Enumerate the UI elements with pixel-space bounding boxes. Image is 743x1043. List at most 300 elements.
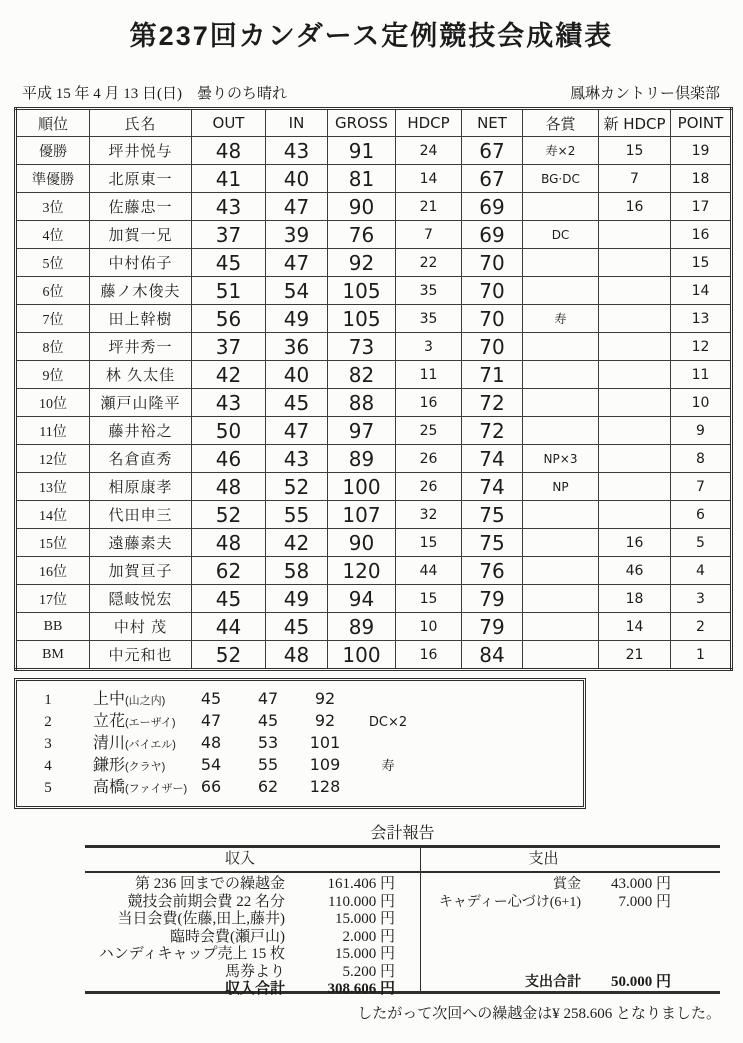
result-cell-name: 中村佑子 [90, 249, 192, 277]
guest-out: 54 [200, 755, 222, 774]
result-cell-point: 7 [671, 473, 732, 501]
income-header-label: 収入 [224, 851, 255, 867]
result-cell-point: 6 [671, 501, 732, 529]
income-row [85, 929, 420, 947]
result-cell-name: 瀬戸山隆平 [90, 389, 192, 417]
result-cell-in: 43 [266, 445, 328, 473]
result-cell-gross: 88 [328, 389, 396, 417]
guest-rank: 1 [44, 692, 52, 708]
result-cell-hdcp: 25 [396, 417, 462, 445]
result-cell-prize [523, 193, 599, 221]
result-row [16, 221, 732, 249]
result-cell-in: 43 [266, 137, 328, 165]
result-cell-out: 48 [192, 473, 266, 501]
result-cell-net: 70 [462, 277, 523, 305]
guest-affiliation: (クラヤ) [125, 761, 166, 773]
result-cell-in: 42 [266, 529, 328, 557]
result-cell-net: 70 [462, 333, 523, 361]
result-row [16, 613, 732, 641]
income-label: 競技会前期会費 22 名分 [127, 893, 285, 910]
income-header [85, 848, 420, 873]
result-cell-newhdcp: 46 [599, 557, 671, 585]
result-cell-gross: 82 [328, 361, 396, 389]
expense-column [421, 848, 720, 991]
result-cell-net: 70 [462, 305, 523, 333]
guest-name: 清川(バイエル) [93, 735, 176, 752]
result-cell-rank: 12位 [16, 445, 90, 473]
result-cell-gross: 73 [328, 333, 396, 361]
expense-amount: 7.000 円 [618, 893, 671, 910]
result-cell-name: 相原康孝 [90, 473, 192, 501]
result-cell-gross: 94 [328, 585, 396, 613]
result-cell-gross: 76 [328, 221, 396, 249]
result-cell-gross: 90 [328, 193, 396, 221]
result-cell-rank: 14位 [16, 501, 90, 529]
guest-rank: 3 [44, 736, 52, 752]
result-cell-newhdcp [599, 333, 671, 361]
guest-gross: 128 [309, 777, 341, 796]
income-row [85, 894, 420, 912]
result-cell-hdcp: 21 [396, 193, 462, 221]
result-cell-name: 坪井秀一 [90, 333, 192, 361]
result-cell-rank: 優勝 [16, 137, 90, 165]
result-cell-hdcp: 32 [396, 501, 462, 529]
result-cell-rank: 6位 [16, 277, 90, 305]
income-label: 臨時会費(瀬戸山) [170, 928, 285, 945]
result-cell-newhdcp: 18 [599, 585, 671, 613]
result-cell-newhdcp: 16 [599, 193, 671, 221]
result-cell-hdcp: 26 [396, 445, 462, 473]
result-cell-name: 加賀一兄 [90, 221, 192, 249]
result-cell-hdcp: 44 [396, 557, 462, 585]
result-cell-in: 40 [266, 361, 328, 389]
result-cell-newhdcp [599, 249, 671, 277]
guest-in: 62 [257, 777, 279, 796]
column-header-prize: 各賞 [523, 109, 599, 137]
result-cell-prize: NP×3 [523, 445, 599, 473]
result-cell-out: 62 [192, 557, 266, 585]
column-header-point: POINT [671, 109, 732, 137]
result-cell-point: 17 [671, 193, 732, 221]
income-amount: 15.000 円 [334, 911, 395, 927]
result-cell-point: 2 [671, 613, 732, 641]
guest-name: 高橋(ファイザー) [93, 779, 188, 796]
result-cell-out: 45 [192, 585, 266, 613]
result-cell-point: 18 [671, 165, 732, 193]
result-cell-prize: DC [523, 221, 599, 249]
result-cell-in: 45 [266, 389, 328, 417]
result-row [16, 445, 732, 473]
result-cell-in: 49 [266, 305, 328, 333]
result-cell-prize: NP [523, 473, 599, 501]
result-cell-prize [523, 613, 599, 641]
guest-out: 48 [200, 733, 222, 752]
result-cell-rank: 16位 [16, 557, 90, 585]
result-cell-prize [523, 501, 599, 529]
result-cell-out: 46 [192, 445, 266, 473]
guest-name: 上中(山之内) [93, 691, 166, 708]
result-cell-hdcp: 15 [396, 585, 462, 613]
result-cell-out: 42 [192, 361, 266, 389]
result-row [16, 529, 732, 557]
result-cell-gross: 120 [328, 557, 396, 585]
guest-prize: DC×2 [368, 715, 408, 730]
result-cell-name: 名倉直秀 [90, 445, 192, 473]
result-row [16, 249, 732, 277]
result-cell-net: 69 [462, 221, 523, 249]
guest-rank: 4 [44, 758, 52, 774]
expense-total-label: 支出合計 [525, 974, 581, 990]
result-cell-net: 76 [462, 557, 523, 585]
result-cell-point: 19 [671, 137, 732, 165]
income-row [85, 946, 420, 964]
result-cell-name: 中元和也 [90, 641, 192, 670]
result-cell-rank: 15位 [16, 529, 90, 557]
result-cell-gross: 105 [328, 277, 396, 305]
result-cell-out: 52 [192, 501, 266, 529]
income-row [85, 964, 420, 982]
result-cell-net: 74 [462, 445, 523, 473]
result-cell-prize: BG·DC [523, 165, 599, 193]
result-row [16, 305, 732, 333]
result-cell-point: 14 [671, 277, 732, 305]
result-cell-prize [523, 389, 599, 417]
guest-affiliation: (ファイザー) [125, 783, 188, 795]
column-header-name: 氏名 [90, 109, 192, 137]
expense-body [421, 873, 720, 991]
income-label: 馬券より [224, 963, 285, 980]
result-row [16, 473, 732, 501]
result-cell-name: 藤ノ木俊夫 [90, 277, 192, 305]
guest-in: 45 [257, 711, 279, 730]
guest-row [17, 776, 583, 798]
result-row [16, 585, 732, 613]
accounting-table [85, 845, 720, 997]
result-row [16, 417, 732, 445]
result-cell-out: 43 [192, 389, 266, 417]
result-cell-newhdcp [599, 501, 671, 529]
result-row [16, 277, 732, 305]
result-cell-hdcp: 7 [396, 221, 462, 249]
income-amount: 110.000 円 [328, 893, 395, 910]
result-cell-gross: 91 [328, 137, 396, 165]
expense-row [421, 876, 720, 894]
result-cell-net: 75 [462, 529, 523, 557]
result-cell-point: 1 [671, 641, 732, 670]
income-label: ハンディキャップ売上 15 枚 [98, 946, 285, 962]
result-cell-rank: 7位 [16, 305, 90, 333]
column-header-newhdcp: 新 HDCP [599, 109, 671, 137]
result-cell-in: 49 [266, 585, 328, 613]
result-cell-net: 72 [462, 389, 523, 417]
guest-row [17, 710, 583, 732]
result-cell-gross: 92 [328, 249, 396, 277]
result-cell-newhdcp [599, 473, 671, 501]
result-cell-net: 84 [462, 641, 523, 670]
expense-spacer [421, 911, 720, 974]
result-cell-net: 74 [462, 473, 523, 501]
result-cell-hdcp: 26 [396, 473, 462, 501]
result-row [16, 193, 732, 221]
result-cell-rank: 10位 [16, 389, 90, 417]
result-cell-rank: 5位 [16, 249, 90, 277]
result-cell-net: 71 [462, 361, 523, 389]
result-cell-name: 中村 茂 [90, 613, 192, 641]
result-cell-out: 44 [192, 613, 266, 641]
column-header-net: NET [462, 109, 523, 137]
result-cell-in: 47 [266, 249, 328, 277]
result-row [16, 501, 732, 529]
result-cell-net: 69 [462, 193, 523, 221]
guest-in: 53 [257, 733, 279, 752]
guest-in: 55 [257, 755, 279, 774]
result-cell-rank: 3位 [16, 193, 90, 221]
result-cell-out: 52 [192, 641, 266, 670]
result-cell-newhdcp: 15 [599, 137, 671, 165]
income-amount: 2.000 円 [342, 928, 395, 945]
result-cell-newhdcp: 16 [599, 529, 671, 557]
expense-amount: 43.000 円 [610, 876, 671, 892]
guest-gross: 101 [309, 733, 341, 752]
result-cell-net: 72 [462, 417, 523, 445]
result-row [16, 333, 732, 361]
result-cell-name: 田上幹樹 [90, 305, 192, 333]
result-cell-out: 48 [192, 529, 266, 557]
result-cell-prize [523, 585, 599, 613]
expense-total-amount: 50.000 円 [610, 973, 671, 990]
result-cell-in: 47 [266, 417, 328, 445]
result-cell-gross: 105 [328, 305, 396, 333]
income-rows [85, 876, 420, 981]
result-cell-point: 9 [671, 417, 732, 445]
result-cell-name: 佐藤忠一 [90, 193, 192, 221]
result-cell-in: 58 [266, 557, 328, 585]
result-cell-out: 50 [192, 417, 266, 445]
result-cell-gross: 89 [328, 445, 396, 473]
result-cell-newhdcp: 7 [599, 165, 671, 193]
result-cell-hdcp: 11 [396, 361, 462, 389]
result-cell-rank: BB [16, 613, 90, 641]
result-cell-hdcp: 10 [396, 613, 462, 641]
header-row [16, 109, 732, 137]
result-cell-out: 56 [192, 305, 266, 333]
date-weather-text: 平成 15 年 4 月 13 日(日) 曇りのち晴れ [22, 86, 287, 102]
guest-affiliation: (エーザイ) [125, 717, 176, 729]
guest-name: 立花(エーザイ) [93, 713, 176, 730]
result-cell-hdcp: 16 [396, 641, 462, 670]
result-cell-gross: 90 [328, 529, 396, 557]
result-cell-point: 10 [671, 389, 732, 417]
result-cell-hdcp: 22 [396, 249, 462, 277]
result-cell-hdcp: 3 [396, 333, 462, 361]
result-cell-in: 54 [266, 277, 328, 305]
guest-rank: 2 [44, 714, 52, 730]
result-cell-out: 45 [192, 249, 266, 277]
result-row [16, 165, 732, 193]
guest-row [17, 688, 583, 710]
result-cell-net: 67 [462, 137, 523, 165]
result-cell-hdcp: 14 [396, 165, 462, 193]
expense-header [421, 848, 720, 873]
result-cell-name: 藤井裕之 [90, 417, 192, 445]
column-header-rank: 順位 [16, 109, 90, 137]
result-cell-newhdcp [599, 445, 671, 473]
result-cell-prize [523, 277, 599, 305]
result-cell-hdcp: 15 [396, 529, 462, 557]
result-cell-rank: 13位 [16, 473, 90, 501]
result-cell-in: 47 [266, 193, 328, 221]
result-cell-name: 林 久太佳 [90, 361, 192, 389]
result-cell-newhdcp [599, 221, 671, 249]
guest-rank: 5 [44, 780, 52, 796]
result-cell-net: 79 [462, 613, 523, 641]
result-cell-rank: BM [16, 641, 90, 670]
result-cell-newhdcp [599, 361, 671, 389]
income-label: 当日会費(佐藤,田上,藤井) [117, 911, 285, 927]
guest-out: 45 [200, 689, 222, 708]
result-cell-out: 51 [192, 277, 266, 305]
results-table-body [16, 137, 732, 670]
guest-gross: 92 [314, 689, 336, 708]
result-cell-point: 13 [671, 305, 732, 333]
income-amount: 5.200 円 [342, 963, 395, 980]
result-row [16, 641, 732, 670]
result-cell-rank: 17位 [16, 585, 90, 613]
expense-total-row [421, 974, 720, 992]
result-row [16, 361, 732, 389]
result-cell-in: 36 [266, 333, 328, 361]
income-column [85, 848, 421, 997]
guest-row [17, 754, 583, 776]
result-cell-prize [523, 361, 599, 389]
guest-affiliation: (バイエル) [125, 739, 176, 751]
income-row [85, 876, 420, 894]
guest-name: 鎌形(クラヤ) [93, 757, 166, 774]
result-cell-hdcp: 16 [396, 389, 462, 417]
column-header-gross: GROSS [328, 109, 396, 137]
income-total-row [85, 981, 420, 999]
result-cell-net: 70 [462, 249, 523, 277]
result-cell-prize [523, 333, 599, 361]
result-cell-point: 3 [671, 585, 732, 613]
income-label: 第 236 回までの繰越金 [134, 876, 285, 892]
result-cell-out: 37 [192, 221, 266, 249]
guest-in: 47 [257, 689, 279, 708]
result-cell-net: 79 [462, 585, 523, 613]
result-cell-rank: 8位 [16, 333, 90, 361]
guest-row [17, 732, 583, 754]
result-cell-newhdcp [599, 417, 671, 445]
income-row [85, 911, 420, 929]
result-cell-gross: 100 [328, 641, 396, 670]
result-cell-point: 4 [671, 557, 732, 585]
result-cell-newhdcp [599, 389, 671, 417]
result-cell-name: 坪井悦与 [90, 137, 192, 165]
result-cell-point: 11 [671, 361, 732, 389]
result-cell-newhdcp: 21 [599, 641, 671, 670]
result-cell-hdcp: 35 [396, 305, 462, 333]
result-cell-in: 55 [266, 501, 328, 529]
result-cell-in: 52 [266, 473, 328, 501]
guest-gross: 109 [309, 755, 341, 774]
expense-label: 賞金 [553, 877, 581, 892]
result-cell-out: 43 [192, 193, 266, 221]
result-cell-prize [523, 249, 599, 277]
result-cell-prize [523, 417, 599, 445]
result-cell-rank: 準優勝 [16, 165, 90, 193]
result-cell-newhdcp [599, 277, 671, 305]
result-cell-name: 代田申三 [90, 501, 192, 529]
guest-out: 66 [200, 777, 222, 796]
guest-affiliation: (山之内) [125, 695, 166, 707]
result-cell-prize [523, 557, 599, 585]
result-cell-prize [523, 529, 599, 557]
result-cell-net: 75 [462, 501, 523, 529]
guest-gross: 92 [314, 711, 336, 730]
expense-header-label: 支出 [528, 851, 559, 867]
guest-prize: 寿 [381, 759, 395, 774]
result-cell-out: 41 [192, 165, 266, 193]
income-amount: 15.000 円 [334, 946, 395, 962]
result-cell-out: 37 [192, 333, 266, 361]
result-cell-rank: 11位 [16, 417, 90, 445]
result-row [16, 557, 732, 585]
result-cell-rank: 9位 [16, 361, 90, 389]
column-header-out: OUT [192, 109, 266, 137]
result-cell-hdcp: 35 [396, 277, 462, 305]
result-cell-newhdcp [599, 305, 671, 333]
result-cell-prize: 寿 [523, 305, 599, 333]
result-cell-point: 15 [671, 249, 732, 277]
results-table [14, 107, 733, 671]
result-cell-gross: 81 [328, 165, 396, 193]
income-total-label: 収入合計 [224, 981, 285, 997]
results-table-header [16, 109, 732, 137]
result-cell-name: 加賀亘子 [90, 557, 192, 585]
result-cell-gross: 107 [328, 501, 396, 529]
result-cell-net: 67 [462, 165, 523, 193]
result-cell-rank: 4位 [16, 221, 90, 249]
result-cell-out: 48 [192, 137, 266, 165]
result-cell-prize [523, 641, 599, 670]
expense-label: キャディー心づけ(6+1) [438, 894, 581, 910]
column-header-in: IN [266, 109, 328, 137]
result-row [16, 137, 732, 165]
result-cell-point: 12 [671, 333, 732, 361]
result-cell-point: 5 [671, 529, 732, 557]
result-cell-name: 遠藤素夫 [90, 529, 192, 557]
result-cell-gross: 97 [328, 417, 396, 445]
result-cell-name: 北原東一 [90, 165, 192, 193]
income-amount: 161.406 円 [327, 876, 395, 892]
guest-table [14, 678, 586, 809]
result-cell-in: 48 [266, 641, 328, 670]
column-header-hdcp: HDCP [396, 109, 462, 137]
result-cell-point: 16 [671, 221, 732, 249]
result-cell-newhdcp: 14 [599, 613, 671, 641]
result-cell-gross: 89 [328, 613, 396, 641]
club-name: 鳳琳カントリー倶楽部 [569, 86, 720, 102]
result-cell-hdcp: 24 [396, 137, 462, 165]
result-cell-gross: 100 [328, 473, 396, 501]
expense-row [421, 894, 720, 912]
result-cell-name: 隠岐悦宏 [90, 585, 192, 613]
result-cell-in: 45 [266, 613, 328, 641]
guest-out: 47 [200, 711, 222, 730]
expense-rows [421, 876, 720, 911]
accounting-title: 会計報告 [370, 825, 435, 842]
result-row [16, 389, 732, 417]
